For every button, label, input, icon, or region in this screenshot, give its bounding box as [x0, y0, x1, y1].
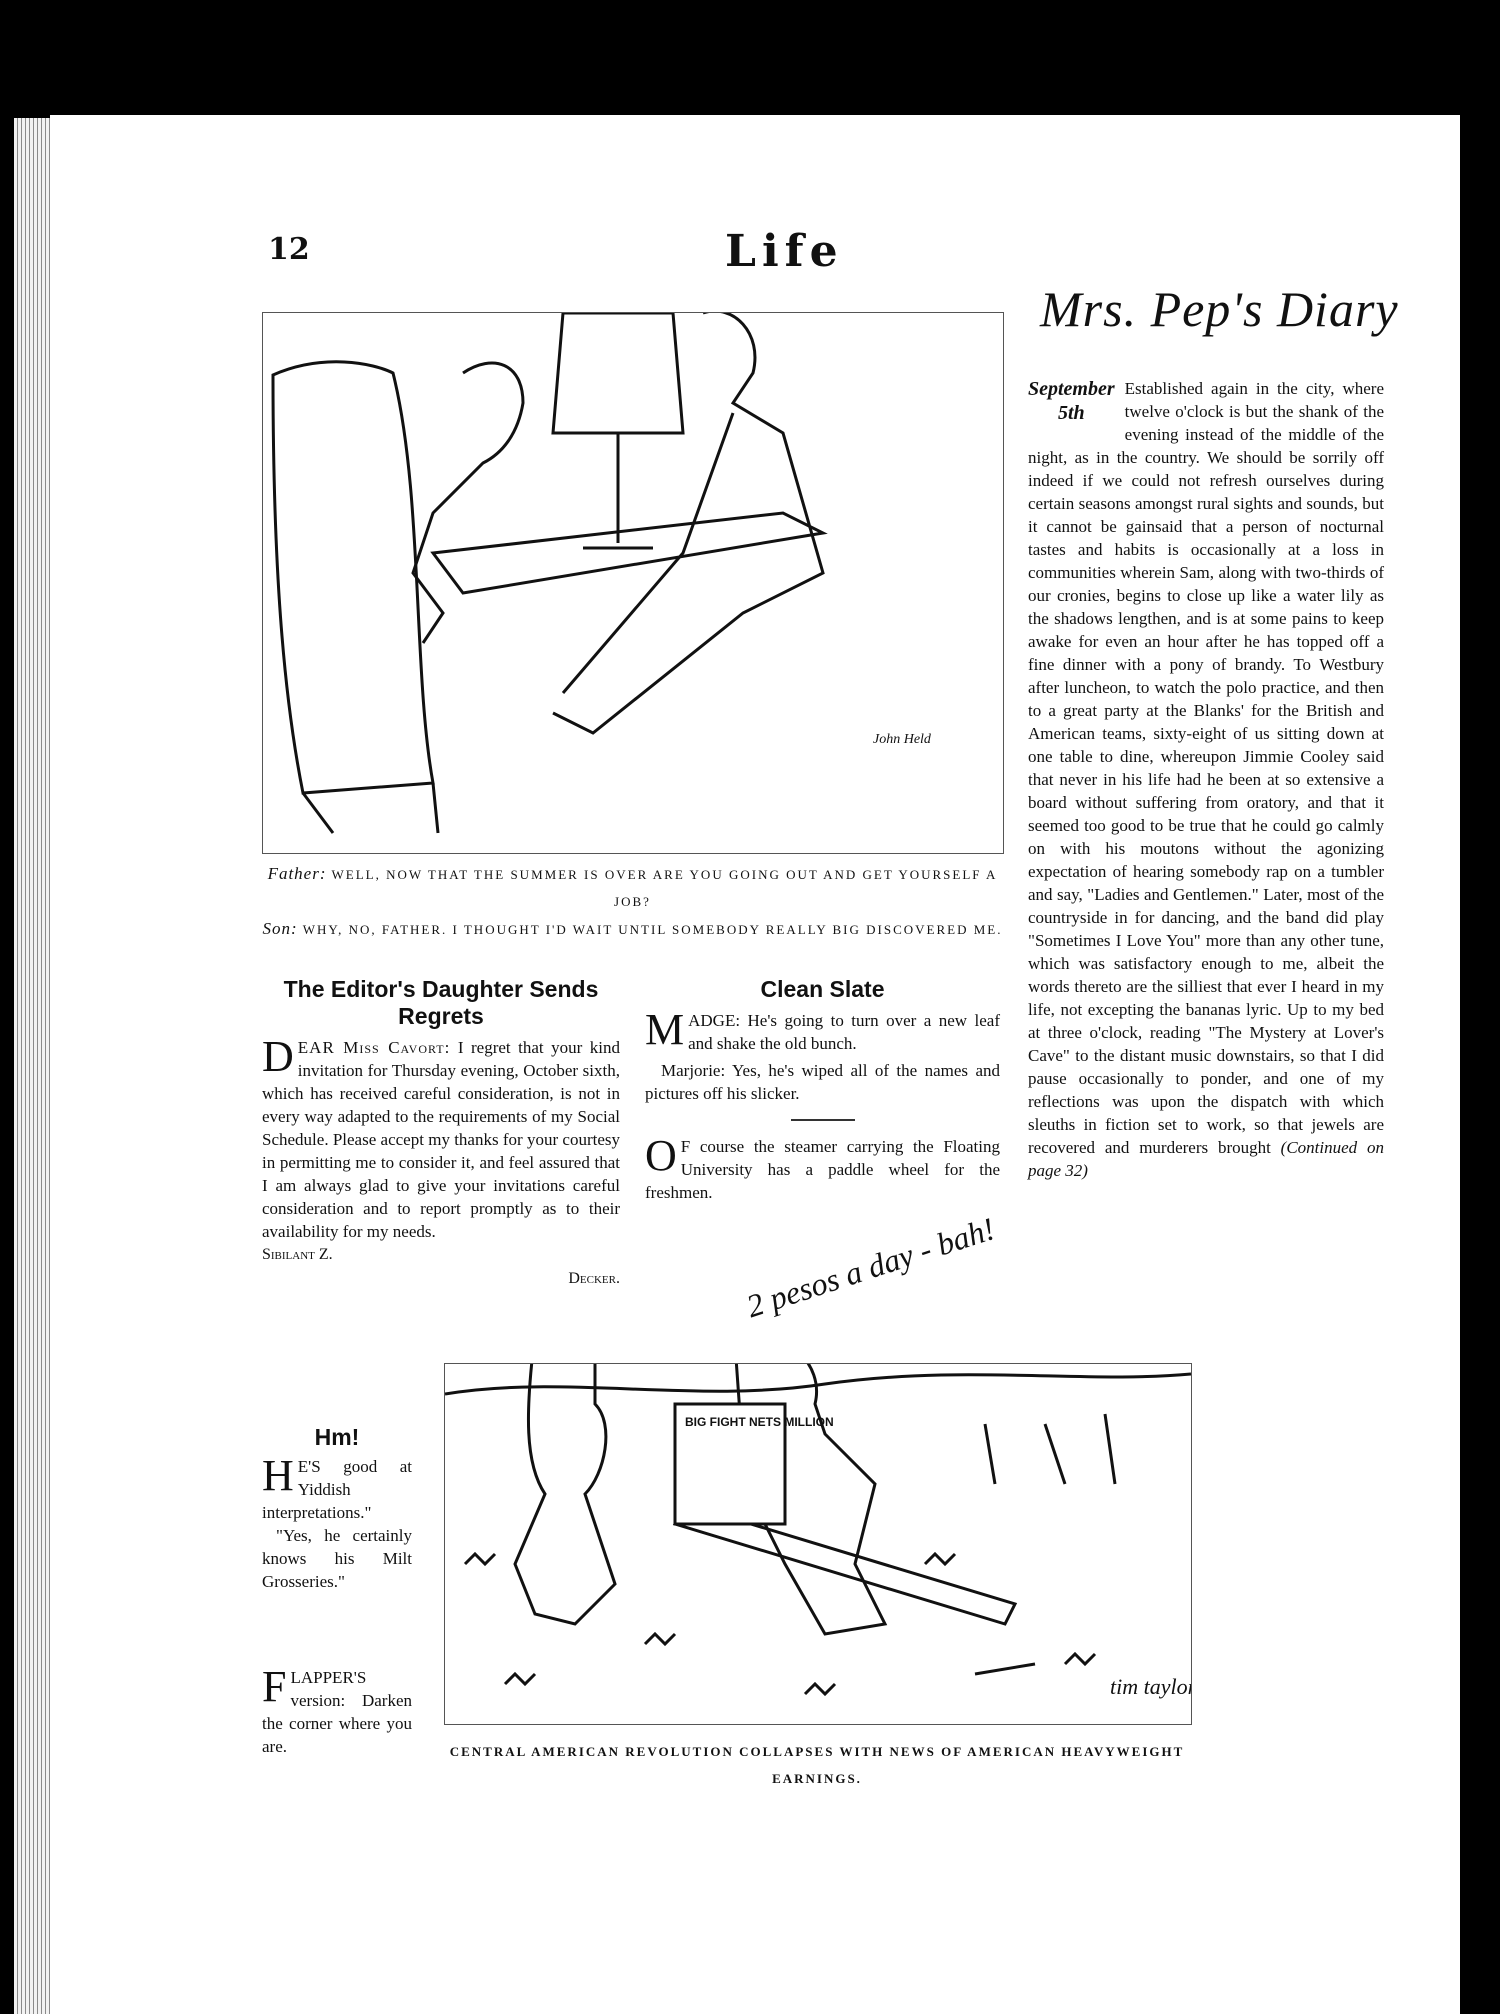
flapper-drop-cap: F [262, 1662, 287, 1711]
revolution-caption: CENTRAL AMERICAN REVOLUTION COLLAPSES WITH NEWS OF AMERICAN HEAVYWEIGHT EARNINGS. [449, 1744, 1185, 1786]
site-watermark: comicbooks.com [1228, 1968, 1449, 1998]
diary-article [1028, 377, 1384, 1182]
hm-line-1: E'S good at Yiddish interpretations." [262, 1457, 412, 1522]
caption-father-line: WELL, NOW THAT THE SUMMER IS OVER ARE YOU GOING OUT AND GET YOURSELF A JOB? [331, 867, 998, 909]
knife [975, 1664, 1035, 1674]
revolution-illustration [444, 1363, 1192, 1725]
clean-slate-article [645, 976, 1000, 1204]
diary-date-month: September [1028, 378, 1115, 400]
revolution-drawing [445, 1364, 1191, 1724]
hm-heading: Hm! [314, 1424, 360, 1450]
diary-title: Mrs. Pep's Diary [1040, 281, 1399, 337]
diary-text: Established again in the city, where twelve o'clock is but the shank of the evening instead of the middle of the night, as in the country. We should be sorrily off indeed if we could not refresh ourselves during certain seasons amongst rural sights and sounds, but it cannot be gainsaid that a person of nocturnal tastes and habits is occasionally at a loss in communities wherein Sam, along with two-thirds of our cronies, begins to close up like a water lily as the shadows lengthen, and is at some pains to keep awake for even an hour after he has topped off a fine dinner with a pony of brandy. To Westbury after luncheon, to watch the polo practice, and then to a great party at the Blanks' for the British and American teams, sixty-eight of us sitting down at one table to dine, whereupon Jimmie Cooley said that never in his life had he been at so extensive a board without suffering from oratory, and that it seemed too good to be true that he could go calmly on with his moutons without the agonizing expectation of hearing somebody rap on a tumbler and say, "Ladies and Gentlemen." Later, most of the countryside in for dancing, and the band did play "Sometimes I Love You" more than any other tune, which was satisfactory enough to me, albeit the words thereto are the silliest that ever I heard in my life, not excepting the bananas lyric. Up to my bed at three o'clock, reading "The Mystery at Lover's Cave" to the distant music downstairs, so that I did pause occasionally to ponder, and one of my reflections was upon the dispatch with which sleuths in fiction set to work, so that jewels are recovered and murderers brought [1028, 379, 1384, 1157]
father-figure [413, 363, 523, 643]
table [433, 513, 823, 593]
father-son-illustration [262, 312, 1004, 854]
father-son-caption [255, 860, 1010, 943]
editor-signature-1: Sibilant Z. [262, 1246, 333, 1263]
armchair [273, 362, 433, 793]
clean-slate-line-2: Marjorie: Yes, he's wiped all of the names and pictures off his slicker. [645, 1061, 1000, 1103]
masthead-title: Life [725, 226, 844, 277]
page-number: 12 [268, 232, 310, 267]
flapper-article [262, 1662, 412, 1758]
caption-son-line: WHY, NO, FATHER. I THOUGHT I'D WAIT UNTIL SOMEBODY REALLY BIG DISCOVERED ME. [302, 922, 1003, 937]
steamer-drop-cap: O [645, 1131, 677, 1180]
newspaper-headline: BIG FIGHT NETS MILLION [685, 1415, 834, 1429]
lamp-shade [553, 313, 683, 433]
hm-article [262, 1424, 412, 1593]
caption-son [255, 915, 1010, 943]
artist-signature: John Held [873, 732, 931, 747]
caption-speaker-son: Son: [262, 919, 298, 938]
editor-drop-cap: D [262, 1032, 294, 1081]
clean-slate-heading: Clean Slate [760, 976, 885, 1002]
book-page-edges [14, 118, 52, 2014]
clean-slate-drop-cap: M [645, 1005, 685, 1054]
diary-continued: (Continued on page 32) [1028, 1138, 1384, 1180]
clean-slate-line-1: ADGE: He's going to turn over a new leaf and shake the old bunch. [688, 1011, 1000, 1053]
cartoon-signature: tim taylor [1110, 1674, 1191, 1699]
background-figures [985, 1414, 1115, 1484]
speech-text: 2 pesos a day - bah! [742, 1210, 1000, 1325]
diary-dateline [1028, 377, 1115, 425]
section-divider [791, 1119, 855, 1121]
soldier-figure [515, 1364, 615, 1624]
caption-speaker-father: Father: [267, 864, 327, 883]
editor-daughter-article [262, 976, 620, 1291]
editor-heading: The Editor's Daughter Sends Regrets [283, 976, 599, 1029]
editor-body: I regret that your kind invitation for Thursday evening, October sixth, which has received careful consideration, is not in every way adapted to the requirements of my Social Schedule. Please accept my thanks for your courtesy in permitting me to consider it, and feel assured that I am always glad to give your invitations careful consideration and to report promptly as to their availability for my needs. [262, 1038, 620, 1241]
father-son-drawing [263, 313, 1003, 853]
hm-drop-cap: H [262, 1451, 294, 1500]
hm-line-2: "Yes, he certainly knows his Milt Grosseries." [262, 1526, 412, 1591]
steamer-text: F course the steamer carrying the Floating University has a paddle wheel for the freshmen. [645, 1137, 1000, 1202]
diary-date-day: 5th [1057, 402, 1085, 424]
editor-salutation: EAR Miss Cavort: [297, 1038, 451, 1057]
caption-father [255, 860, 1010, 915]
flapper-text: LAPPER'S version: Darken the corner where you are. [262, 1668, 412, 1756]
editor-signature-2: Decker. [568, 1270, 620, 1287]
